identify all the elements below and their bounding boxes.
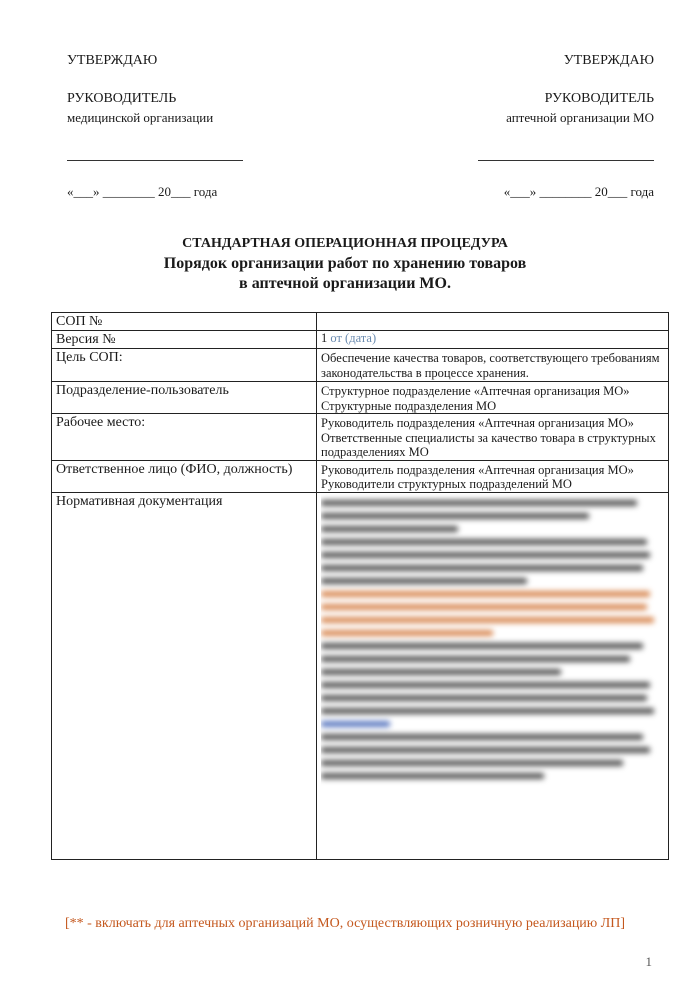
table-row <box>52 382 669 414</box>
workplace-value-line2: Ответственные специалисты за качество товара в структурных подразделениях МО <box>321 430 656 459</box>
norm-value-blurred <box>317 492 669 859</box>
approve-left-signature-line <box>67 160 243 161</box>
dept-label: Подразделение-пользователь <box>52 382 317 414</box>
table-row <box>52 331 669 349</box>
page-number: 1 <box>645 954 652 969</box>
approve-left-role: РУКОВОДИТЕЛЬ <box>67 91 177 106</box>
table-row <box>52 460 669 492</box>
workplace-value-line1: Руководитель подразделения «Аптечная организация МО» <box>321 416 634 430</box>
approve-right-date: «___» ________ 20___ года <box>503 184 654 199</box>
sop-value <box>317 313 669 331</box>
version-number: 1 <box>321 331 328 345</box>
resp-value-line1: Руководитель подразделения «Аптечная организация МО» <box>321 462 634 477</box>
sop-table <box>51 312 669 860</box>
resp-value <box>317 460 669 492</box>
table-row <box>52 313 669 331</box>
approve-right-role: РУКОВОДИТЕЛЬ <box>544 91 654 106</box>
doc-title-line2: Порядок организации работ по хранению товаров <box>163 255 527 272</box>
doc-title-line1: СТАНДАРТНАЯ ОПЕРАЦИОННАЯ ПРОЦЕДУРА <box>182 236 508 251</box>
goal-value: Обеспечение качества товаров, соответствующего требованиям законодательства в процессе хранения. <box>317 349 669 382</box>
blurred-content <box>321 493 664 843</box>
version-label: Версия № <box>52 331 317 349</box>
dept-value-line2: Структурные подразделения МО <box>321 398 497 413</box>
table-row <box>52 414 669 461</box>
version-date: от (дата) <box>330 331 377 345</box>
dept-value-line1: Структурное подразделение «Аптечная организация МО» <box>321 384 630 398</box>
workplace-label: Рабочее место: <box>52 414 317 461</box>
approve-right-title: УТВЕРЖДАЮ <box>563 53 654 68</box>
footnote-retail: [** - включать для аптечных организаций МО, осуществляющих розничную реализацию ЛП] <box>64 916 626 931</box>
version-value <box>317 331 669 349</box>
norm-label: Нормативная документация <box>52 492 317 859</box>
approve-left-date: «___» ________ 20___ года <box>67 184 218 199</box>
doc-title-line3: в аптечной организации МО. <box>239 275 451 292</box>
resp-value-line2: Руководители структурных подразделений МО <box>321 477 572 491</box>
dept-value <box>317 382 669 414</box>
table-row <box>52 492 669 859</box>
approve-left-title: УТВЕРЖДАЮ <box>67 53 158 68</box>
table-row <box>52 349 669 382</box>
sop-label: СОП № <box>52 313 317 331</box>
approve-right-org: аптечной организации МО <box>506 110 654 125</box>
approve-right-signature-line <box>478 160 654 161</box>
goal-label: Цель СОП: <box>52 349 317 382</box>
blurred-text-lines <box>321 500 664 779</box>
workplace-value <box>317 414 669 461</box>
approve-left-org: медицинской организации <box>67 110 214 125</box>
resp-label: Ответственное лицо (ФИО, должность) <box>52 460 317 492</box>
